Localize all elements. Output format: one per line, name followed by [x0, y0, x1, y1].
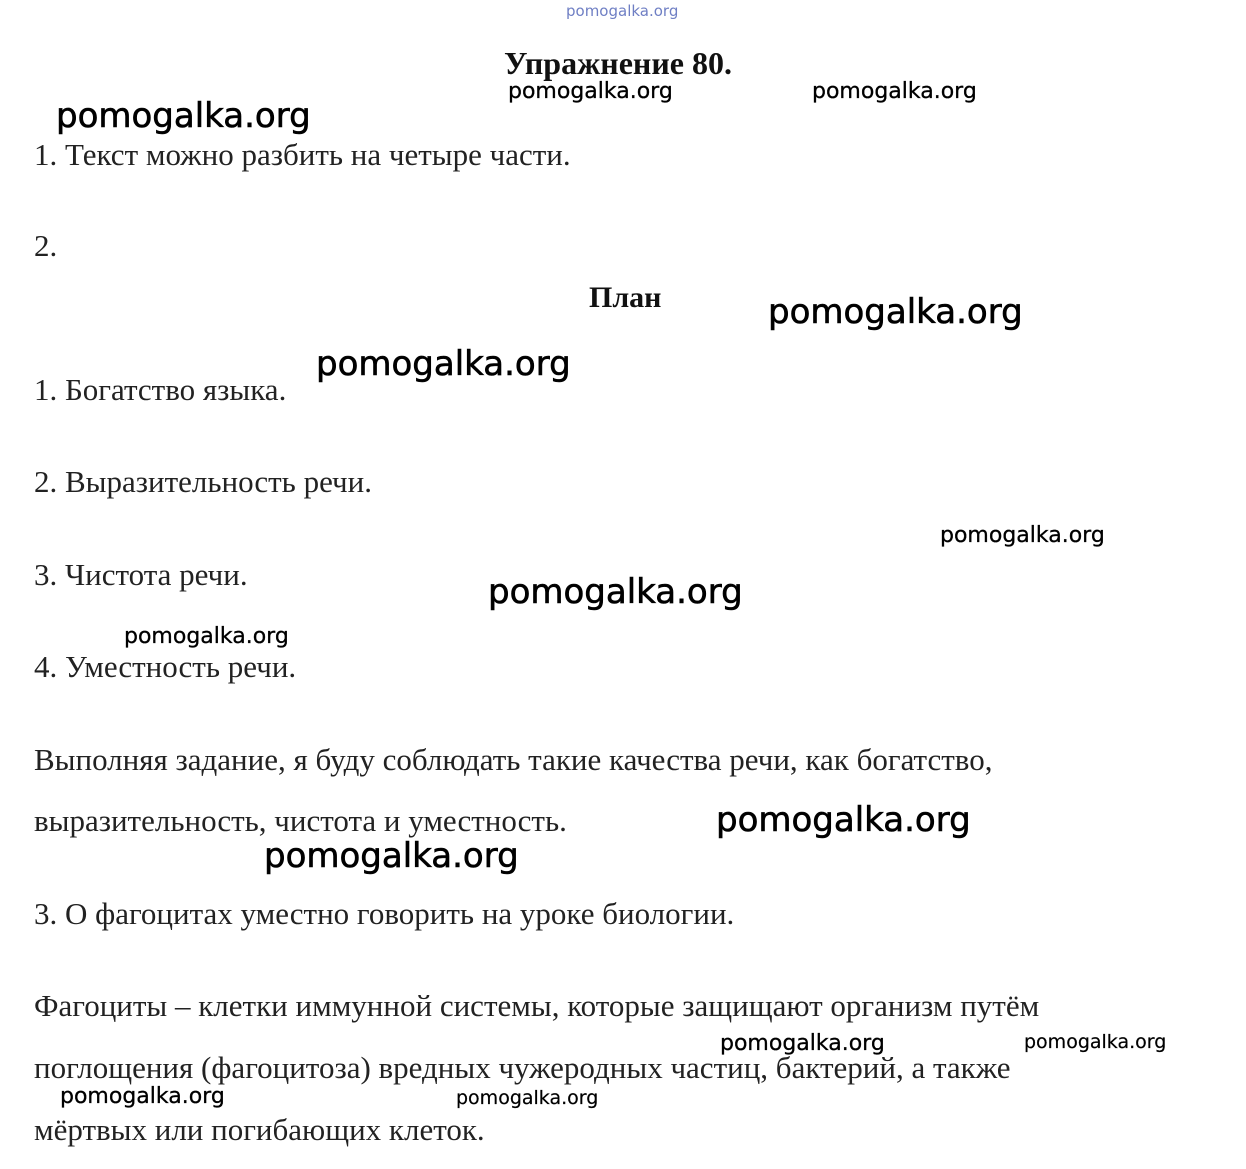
plan-item-4: 4. Уместность речи.: [34, 649, 297, 684]
answer-1: 1. Текст можно разбить на четыре части.: [34, 137, 571, 172]
watermark: pomogalka.org: [316, 344, 571, 384]
watermark: pomogalka.org: [768, 292, 1023, 332]
header-watermark: pomogalka.org: [566, 2, 679, 20]
answer-2-number: 2.: [34, 228, 58, 263]
watermark: pomogalka.org: [56, 96, 311, 136]
phagocytes-line-2: поглощения (фагоцитоза) вредных чужеродных частиц, бактерий, а также: [34, 1050, 1011, 1085]
phagocytes-line-3: мёртвых или погибающих клеток.: [34, 1112, 485, 1147]
qualities-line-2: выразительность, чистота и уместность.: [34, 803, 567, 838]
watermark: pomogalka.org: [716, 800, 971, 840]
answer-3: 3. О фагоцитах уместно говорить на уроке биологии.: [34, 896, 735, 931]
plan-heading: План: [589, 281, 662, 314]
plan-item-3: 3. Чистота речи.: [34, 557, 248, 592]
watermark: pomogalka.org: [60, 1084, 225, 1109]
plan-item-1: 1. Богатство языка.: [34, 372, 287, 407]
watermark: pomogalka.org: [264, 836, 519, 876]
watermark: pomogalka.org: [488, 572, 743, 612]
qualities-line-1: Выполняя задание, я буду соблюдать такие качества речи, как богатство,: [34, 742, 993, 777]
watermark: pomogalka.org: [124, 624, 289, 649]
watermark: pomogalka.org: [456, 1087, 599, 1109]
watermark: pomogalka.org: [940, 523, 1105, 548]
watermark: pomogalka.org: [812, 79, 977, 104]
watermark: pomogalka.org: [1024, 1031, 1167, 1053]
watermark: pomogalka.org: [508, 79, 673, 104]
phagocytes-line-1: Фагоциты – клетки иммунной системы, которые защищают организм путём: [34, 988, 1040, 1023]
exercise-title: Упражнение 80.: [503, 45, 732, 81]
watermark: pomogalka.org: [720, 1031, 885, 1056]
plan-item-2: 2. Выразительность речи.: [34, 464, 372, 499]
